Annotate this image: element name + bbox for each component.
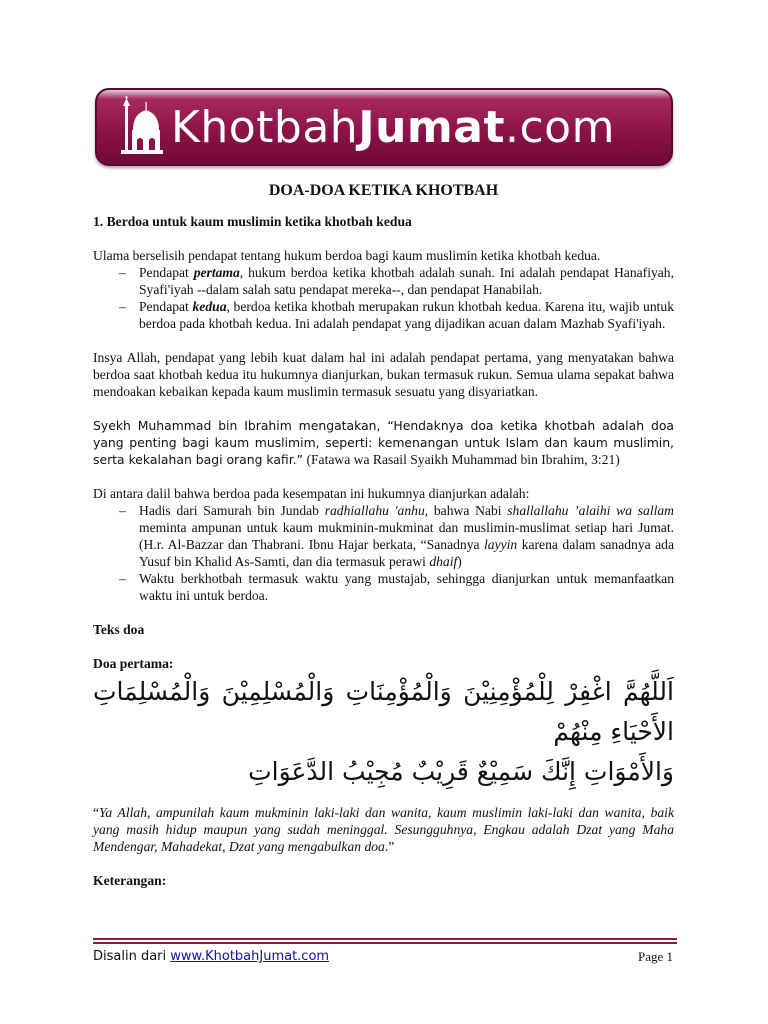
dalil-list (93, 502, 674, 604)
subheading-doa-pertama: Doa pertama: (93, 656, 174, 671)
arabic-line: وَالأَمْوَاتِ إِنَّكَ سَمِيْعٌ قَرِيْبٌ مُجِيْبُ الدَّعَوَاتِ (248, 757, 674, 786)
site-banner (95, 88, 673, 166)
footer-source: Disalin dari www.KhotbahJumat.com (93, 949, 330, 964)
list-item: – Pendapat kedua, berdoa ketika khotbah merupakan rukun khotbah kedua. Karena itu, wajib untuk berdoa pada khotbah kedua. Ini adalah pendapat yang dijadikan acuan dalam Mazhab Syafi'iyah. (93, 298, 674, 332)
arabic-prayer-text (93, 672, 674, 792)
paragraph-conclusion: Insya Allah, pendapat yang lebih kuat dalam hal ini adalah pendapat pertama, yang menyatakan bahwa berdoa saat khotbah kedua itu hukumnya dianjurkan, bukan termasuk rukun. Semua ulama sepakat bahwa mendoakan kebaikan kepada kaum muslimin termasuk sesuatu yang disyariatkan. (93, 350, 674, 399)
opinion-list (93, 264, 674, 332)
list-item: – Hadis dari Samurah bin Jundab radhiallahu 'anhu, bahwa Nabi shallallahu ’alaihi wa sallam meminta ampunan untuk kaum mukminin-mukminat dan muslimin-muslimat setiap hari Jumat. (H.r. Al-Bazzar dan Thabrani. Ibnu Hajar berkata, “Sanadnya layyin karena dalam sanadnya ada Yusuf bin Khalid As-Samti, dan dia termasuk perawi dhaif) (93, 502, 674, 570)
page-footer (93, 949, 677, 964)
arabic-line: اَللَّهُمَّ اغْفِرْ لِلْمُؤْمِنِيْنَ وَالْمُؤْمِنَاتِ وَالْمُسْلِمِيْنَ وَالْمُسْلِمَاتِ الأَحْيَاءِ مِنْهُمْ (93, 677, 674, 746)
subheading-keterangan: Keterangan: (93, 873, 167, 888)
mosque-icon (119, 96, 165, 158)
paragraph-quote: Syekh Muhammad bin Ibrahim mengatakan, “Hendaknya doa ketika khotbah adalah doa yang penting bagi kaum muslimim, seperti: kemenangan untuk Islam dan kaum muslimin, serta kekalahan bagi orang kafir.” (Fatawa wa Rasail Syaikh Muhammad bin Ibrahim, 3:21) (93, 418, 674, 467)
page-number: Page 1 (637, 949, 673, 964)
footer-divider (93, 942, 677, 944)
list-item: – Waktu berkhotbah termasuk waktu yang mustajab, sehingga dianjurkan untuk memanfaatkan waktu ini untuk berdoa. (93, 570, 674, 604)
section-heading: 1. Berdoa untuk kaum muslimin ketika khotbah kedua (93, 214, 412, 229)
brand-logo-text: KhotbahJumat.com (171, 102, 615, 153)
paragraph-dalil: Di antara dalil bahwa berdoa pada kesempatan ini hukumnya dianjurkan adalah: (93, 486, 530, 501)
document-title: DOA-DOA KETIKA KHOTBAH (268, 182, 499, 199)
source-link[interactable]: www.KhotbahJumat.com (170, 949, 330, 964)
translation-text: “Ya Allah, ampunilah kaum mukminin laki-laki dan wanita, kaum muslimin laki-laki dan wanita, baik yang masih hidup maupun yang sudah meninggal. Sesungguhnya, Engkau adalah Dzat yang Maha Mendengar, Mahadekat, Dzat yang mengabulkan doa.” (93, 805, 674, 854)
footer-divider (93, 938, 677, 940)
document-body (93, 182, 674, 889)
subheading-teks-doa: Teks doa (93, 622, 145, 637)
list-item: – Pendapat pertama, hukum berdoa ketika khotbah adalah sunah. Ini adalah pendapat Hanafiyah, Syafi'iyah --dalam salah satu pendapat mereka--, dan pendapat Hanabilah. (93, 264, 674, 298)
paragraph-intro: Ulama berselisih pendapat tentang hukum berdoa bagi kaum muslimin ketika khotbah kedua. (93, 248, 601, 263)
